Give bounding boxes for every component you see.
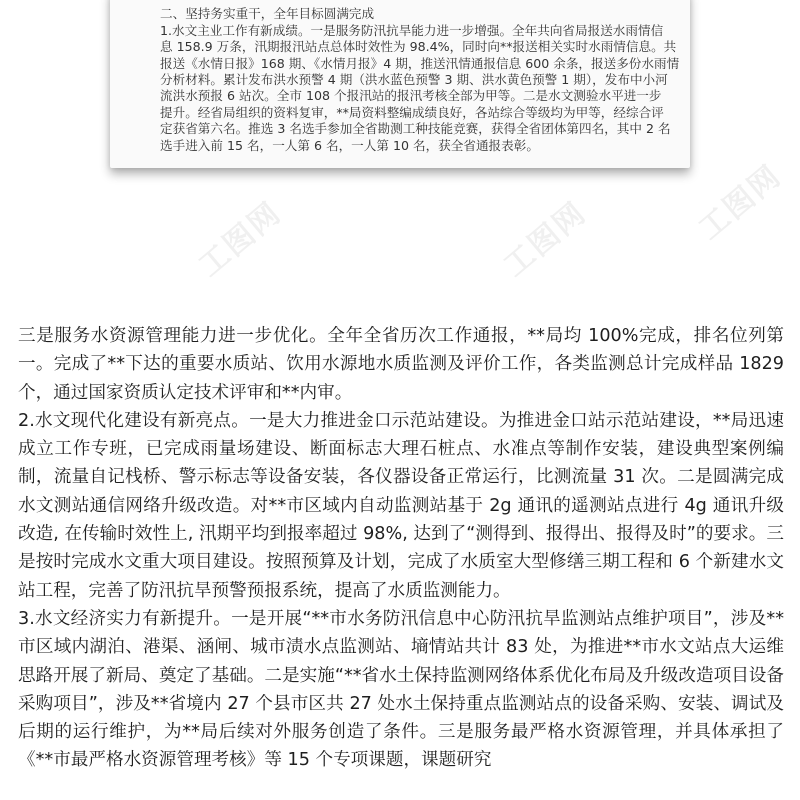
document-photo-card	[110, 0, 690, 168]
card-text-block	[160, 0, 680, 154]
watermark: 工图网	[497, 195, 594, 284]
card-line: 分析材料。累计发布洪水预警 4 期（洪水蓝色预警 3 期、洪水黄色预警 1 期），发布中小河	[160, 72, 668, 88]
body-paragraph: 2.水文现代化建设有新亮点。一是大力推进金口示范站建设。为推进金口站示范站建设，**局迅速成立工作专班，已完成雨量场建设、断面标志大理石桩点、水准点等制作安装，建设典型案例编制，流量自记栈桥、警示标志等设备安装，各仪器设备正常运行，比测流量 31 次。二是圆满完成水文测站通信网络升级改造。对**市区域内自动监测站基于 2g 通讯的遥测站点进行 4g 通讯升级改造, 在传输时效性上, 汛期平均到报率超过 98%, 达到了“测得到、报得出、报得及时”的要求。三是按时完成水文重大项目建设。按照预算及计划，完成了水质室大型修缮三期工程和 6 个新建水文站工程，完善了防汛抗旱预警预报系统，提高了水质监测能力。	[18, 410, 784, 601]
card-line: 息 158.9 万条，汛期报汛站点总体时效性为 98.4%，同时向**报送相关实时水雨情信息。共	[160, 39, 677, 55]
document-body	[18, 322, 784, 775]
card-line: 提升。经省局组织的资料复审，**局资料整编成绩良好，各站综合等级均为甲等，经综合评	[160, 104, 664, 120]
body-paragraph: 3.水文经济实力有新提升。一是开展“**市水务防汛信息中心防汛抗旱监测站点维护项目”，涉及**市区域内湖泊、港渠、涵闸、城市渍水点监测站、墒情站共计 83 处，为推进**市水文站点大运维思路开展了新局、奠定了基础。二是实施“**省水土保持监测网络体系优化布局及升级改造项目设备采购项目”，涉及**省境内 27 个县市区共 27 处水土保持重点监测站点的设备采购、安装、调试及后期的运行维护，为**局后续对外服务创造了条件。三是服务最严格水资源管理，并具体承担了《**市最严格水资源管理考核》等 15 个专项课题，课题研究	[18, 608, 784, 771]
card-line: 报送《水情日报》168 期、《水情月报》4 期，推送汛情通报信息 600 余条，报送多份水雨情	[160, 55, 680, 71]
card-line: 1.水文主业工作有新成绩。一是服务防汛抗旱能力进一步增强。全年共向省局报送水雨情信	[160, 22, 664, 38]
card-line: 选手进入前 15 名，一人第 6 名，一人第 10 名，获全省通报表彰。	[160, 137, 539, 153]
watermark: 工图网	[192, 195, 289, 284]
watermark: 工图网	[692, 158, 789, 247]
card-line: 流洪水预报 6 站次。全市 108 个报汛站的报汛考核全部为甲等。二是水文测验水平进一步	[160, 88, 662, 104]
card-line: 定获省第六名。推选 3 名选手参加全省勘测工种技能竞赛，获得全省团体第四名，其中 2 名	[160, 121, 671, 137]
card-section-heading: 二、坚持务实重干，全年目标圆满完成	[160, 6, 375, 22]
body-paragraph: 三是服务水资源管理能力进一步优化。全年全省历次工作通报，**局均 100%完成，排名位列第一。完成了**下达的重要水质站、饮用水源地水质监测及评价工作，各类监测总计完成样品 1829 个，通过国家资质认定技术评审和**内审。	[18, 326, 784, 403]
card-cut-line	[160, 0, 665, 1]
